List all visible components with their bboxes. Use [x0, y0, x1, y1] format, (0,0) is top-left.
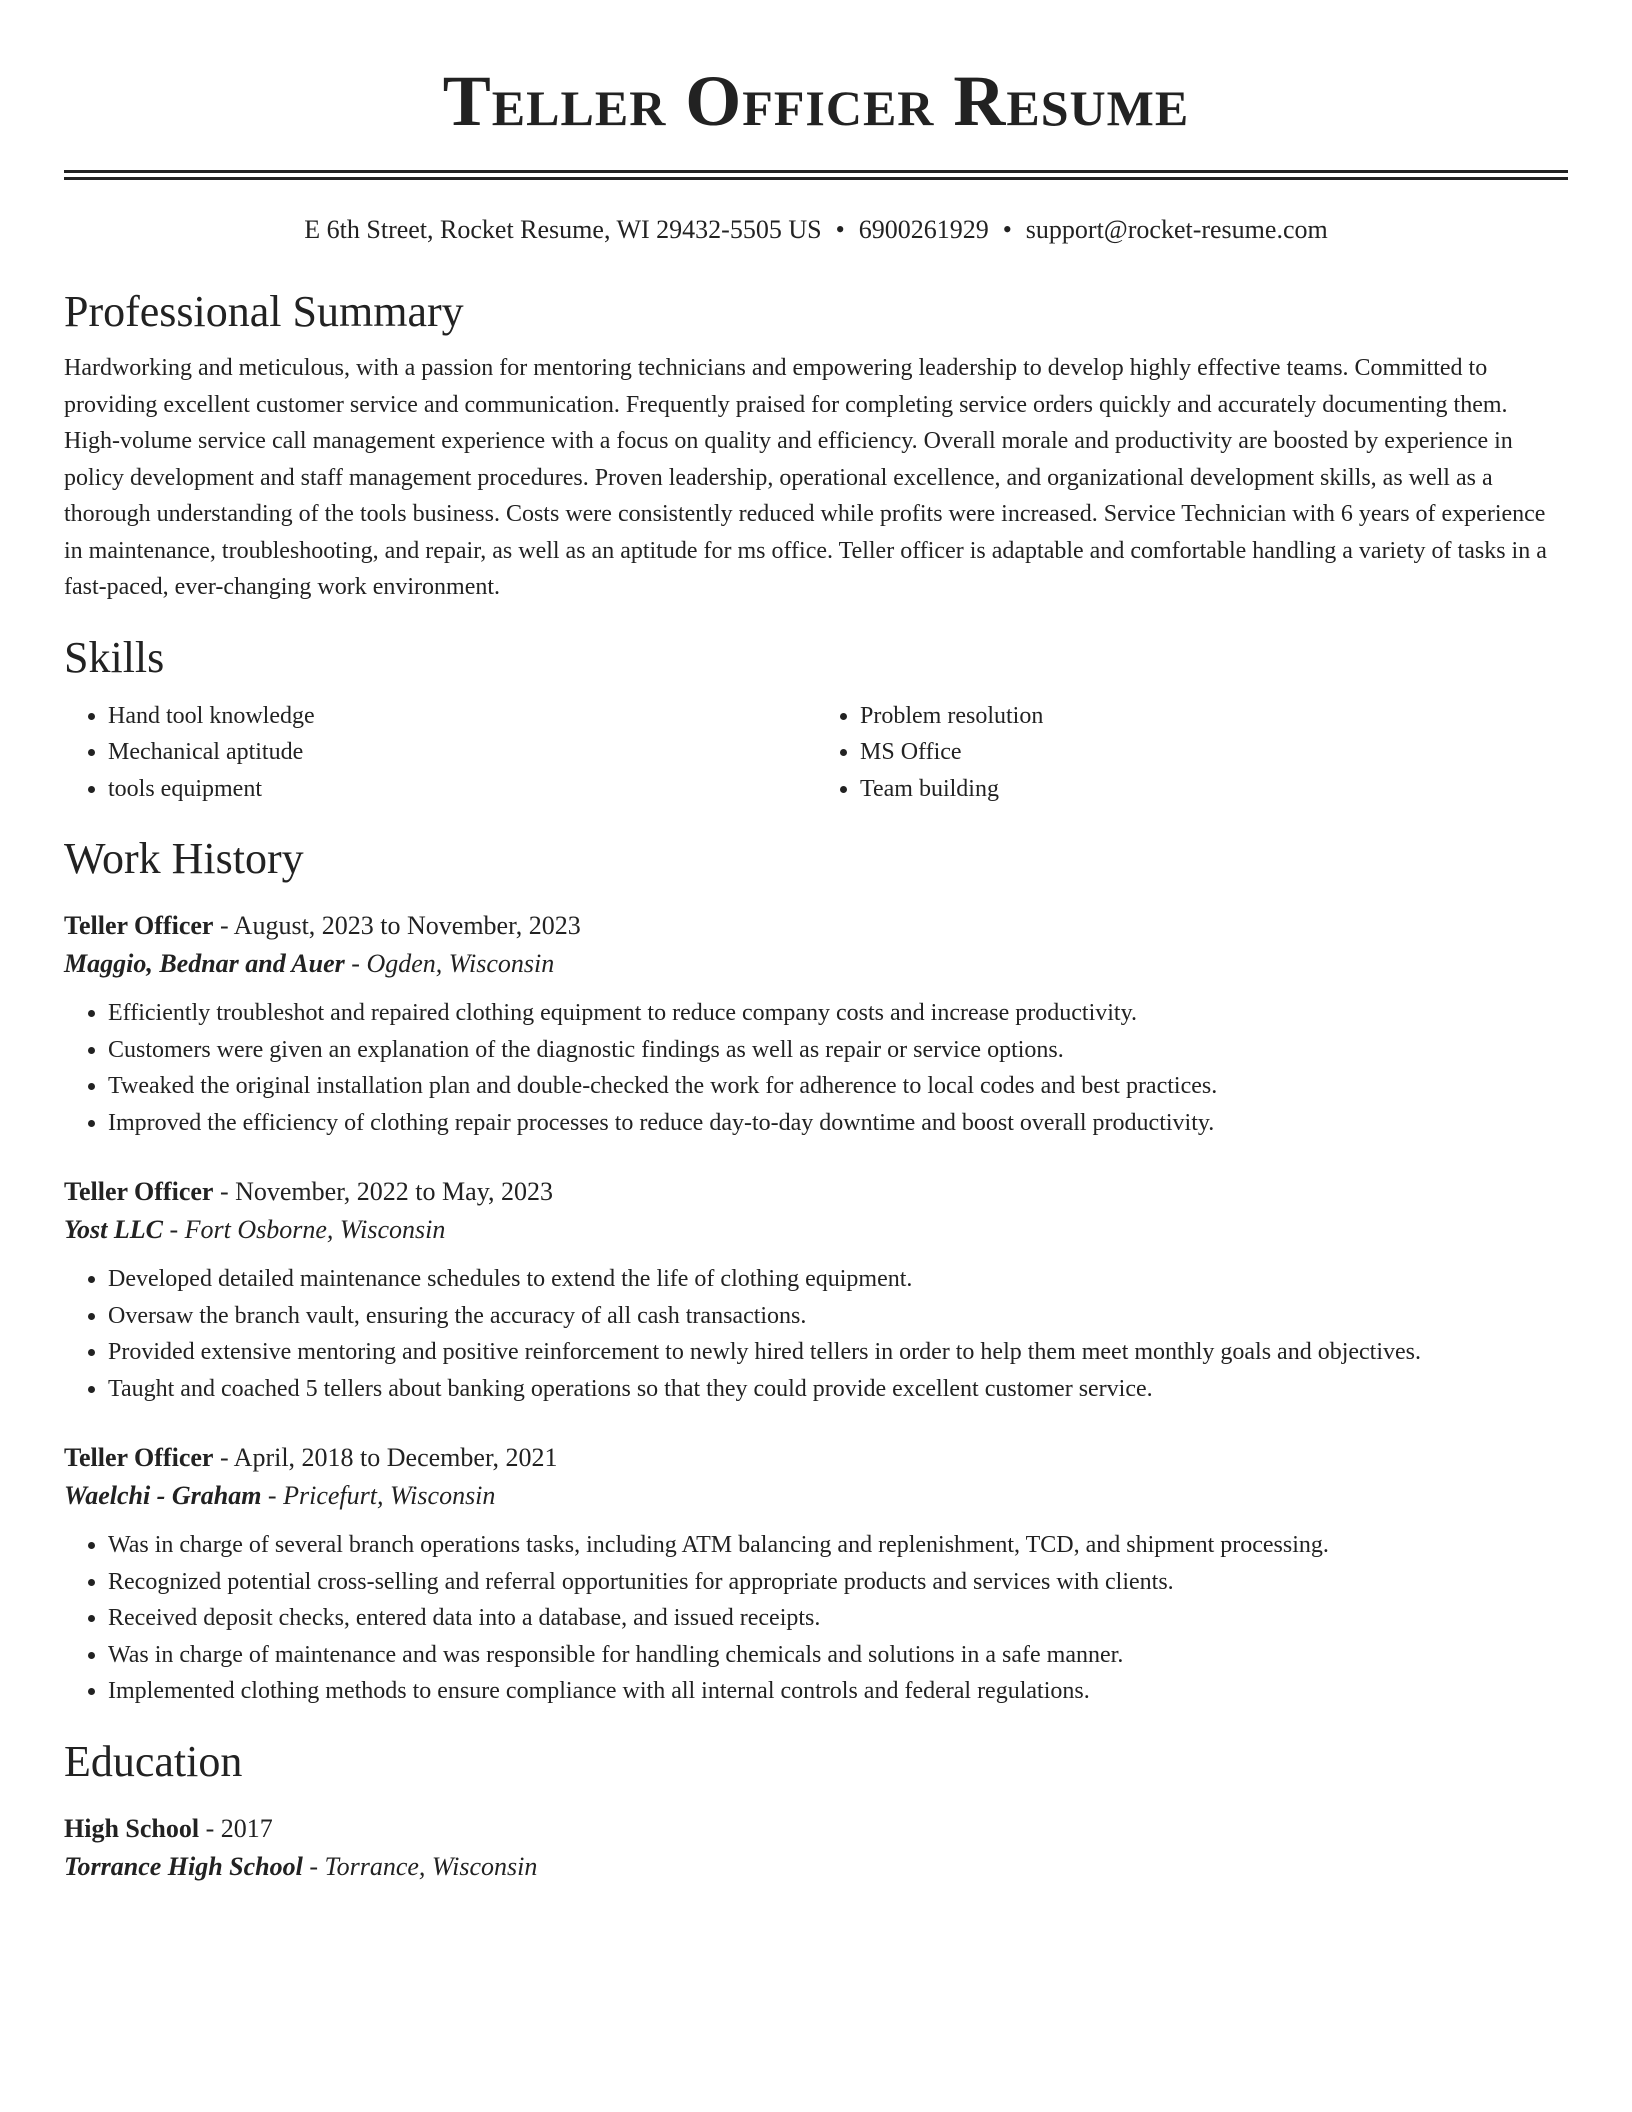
employer-location: Ogden, Wisconsin — [366, 949, 555, 978]
education-year: 2017 — [220, 1813, 273, 1843]
dash: - — [213, 1443, 234, 1472]
skill-item: • Hand tool knowledge — [108, 698, 816, 735]
employer-line — [64, 945, 1568, 983]
employer-name: Waelchi - Graham — [64, 1481, 262, 1510]
dash: - — [213, 911, 234, 940]
job-entry — [64, 907, 1568, 1141]
school-location: Torrance, Wisconsin — [324, 1851, 538, 1881]
education-entry — [64, 1810, 1568, 1886]
work-history-heading: Work History — [64, 834, 304, 883]
employer-location: Pricefurt, Wisconsin — [283, 1481, 496, 1510]
dash: - — [344, 949, 367, 978]
job-dates: April, 2018 to December, 2021 — [233, 1443, 558, 1472]
skill-item: • Problem resolution — [860, 698, 1568, 735]
dash: - — [302, 1851, 325, 1881]
job-bullets — [64, 1527, 1568, 1710]
summary-heading: Professional Summary — [64, 287, 464, 336]
job-bullet: • Oversaw the branch vault, ensuring the accuracy of all cash transactions. — [108, 1298, 1568, 1335]
skill-item: • tools equipment — [108, 771, 816, 808]
job-title: Teller Officer — [64, 1177, 214, 1206]
employer-line — [64, 1477, 1568, 1515]
job-title: Teller Officer — [64, 911, 214, 940]
job-dates: August, 2023 to November, 2023 — [233, 911, 581, 940]
contact-email[interactable]: support@rocket-resume.com — [1025, 215, 1328, 244]
job-bullet: • Improved the efficiency of clothing repair processes to reduce day-to-day downtime and boost overall productivity. — [108, 1105, 1568, 1142]
resume-title: Teller Officer Resume — [442, 61, 1190, 141]
job-bullet: • Received deposit checks, entered data into a database, and issued receipts. — [108, 1600, 1568, 1637]
dash: - — [261, 1481, 284, 1510]
contact-separator: • — [1002, 215, 1012, 244]
contact-separator: • — [835, 215, 845, 244]
job-entry — [64, 1173, 1568, 1407]
title-divider — [64, 170, 1568, 180]
school-name: Torrance High School — [64, 1851, 303, 1881]
skills-column-left — [64, 698, 816, 808]
job-title-line — [64, 907, 1568, 945]
job-bullets — [64, 995, 1568, 1141]
job-bullets — [64, 1261, 1568, 1407]
job-bullet: • Customers were given an explanation of the diagnostic findings as well as repair or service options. — [108, 1032, 1568, 1069]
contact-address: E 6th Street, Rocket Resume, WI 29432-5505 US — [304, 215, 822, 244]
school-line — [64, 1848, 1568, 1886]
employer-location: Fort Osborne, Wisconsin — [184, 1215, 446, 1244]
dash: - — [199, 1813, 221, 1843]
skills-column-right — [816, 698, 1568, 808]
skill-item: • Team building — [860, 771, 1568, 808]
job-bullet: • Taught and coached 5 tellers about banking operations so that they could provide excellent customer service. — [108, 1371, 1568, 1408]
contact-phone: 6900261929 — [858, 215, 989, 244]
job-bullet: • Implemented clothing methods to ensure compliance with all internal controls and federal regulations. — [108, 1673, 1568, 1710]
dash: - — [213, 1177, 236, 1206]
job-bullet: • Tweaked the original installation plan and double-checked the work for adherence to local codes and best practices. — [108, 1068, 1568, 1105]
summary-text: Hardworking and meticulous, with a passion for mentoring technicians and empowering leadership to develop highly effective teams. Committed to providing excellent customer service and communication. Frequently praised for completing service orders quickly and accurately documenting them. High-volume service call management experience with a focus on quality and efficiency. Overall morale and productivity are boosted by experience in policy development and staff management procedures. Proven leadership, operational excellence, and organizational development skills, as well as a thorough understanding of the tools business. Costs were consistently reduced while profits were increased. Service Technician with 6 years of experience in maintenance, troubleshooting, and repair, as well as an aptitude for ms office. Teller officer is adaptable and comfortable handling a variety of tasks in a fast-paced, ever-changing work environment. — [64, 355, 1547, 600]
job-dates: November, 2022 to May, 2023 — [235, 1177, 553, 1206]
job-bullet: • Was in charge of several branch operations tasks, including ATM balancing and replenishment, TCD, and shipment processing. — [108, 1527, 1568, 1564]
job-title: Teller Officer — [64, 1443, 214, 1472]
employer-line — [64, 1211, 1568, 1249]
skills-heading: Skills — [64, 632, 165, 682]
employer-name: Yost LLC — [64, 1215, 163, 1244]
job-bullet: • Recognized potential cross-selling and referral opportunities for appropriate products and services with clients. — [108, 1564, 1568, 1601]
job-bullet: • Efficiently troubleshot and repaired clothing equipment to reduce company costs and increase productivity. — [108, 995, 1568, 1032]
job-bullet: • Provided extensive mentoring and positive reinforcement to newly hired tellers in order to help them meet monthly goals and objectives. — [108, 1334, 1568, 1371]
degree: High School — [64, 1813, 200, 1843]
skill-item: • Mechanical aptitude — [108, 734, 816, 771]
job-bullet: • Developed detailed maintenance schedules to extend the life of clothing equipment. — [108, 1261, 1568, 1298]
education-heading: Education — [64, 1736, 243, 1786]
skill-item: • MS Office — [860, 734, 1568, 771]
skills-list — [64, 698, 1568, 808]
degree-line — [64, 1810, 1568, 1848]
contact-line — [64, 214, 1568, 246]
job-title-line — [64, 1439, 1568, 1477]
job-entry — [64, 1439, 1568, 1710]
job-bullet: • Was in charge of maintenance and was responsible for handling chemicals and solutions in a safe manner. — [108, 1637, 1568, 1674]
dash: - — [162, 1215, 185, 1244]
employer-name: Maggio, Bednar and Auer — [64, 949, 345, 978]
job-title-line — [64, 1173, 1568, 1211]
